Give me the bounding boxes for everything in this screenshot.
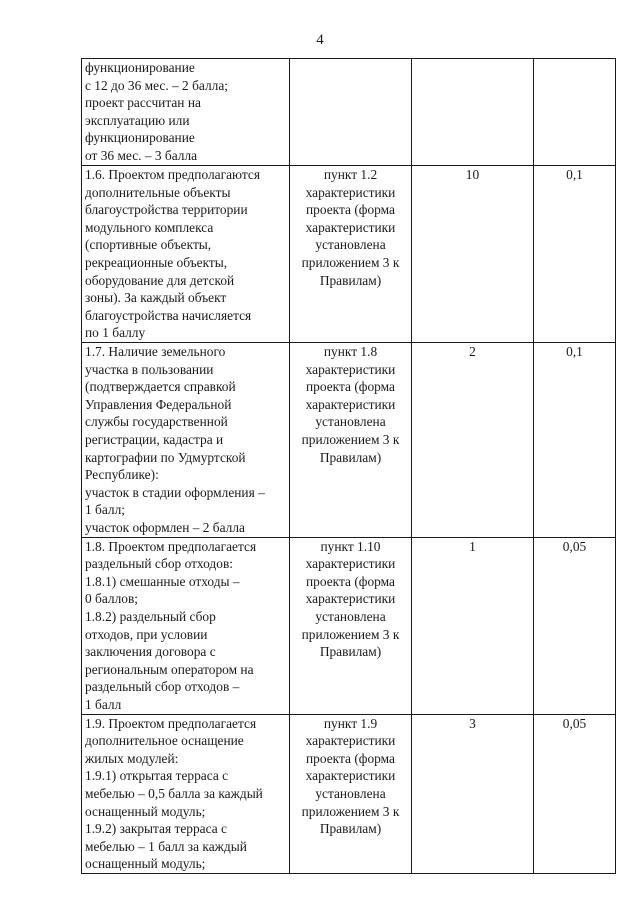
criterion-weight bbox=[534, 59, 616, 166]
criterion-max-score: 3 bbox=[412, 714, 534, 873]
criterion-source: пункт 1.2 характеристики проекта (форма характеристики установлена приложением 3 к Правилам) bbox=[290, 166, 412, 343]
criterion-source bbox=[290, 59, 412, 166]
table-row bbox=[82, 714, 616, 873]
table-row bbox=[82, 537, 616, 714]
table-row bbox=[82, 343, 616, 538]
criterion-max-score: 2 bbox=[412, 343, 534, 538]
table-row bbox=[82, 166, 616, 343]
criterion-source: пункт 1.10 характеристики проекта (форма характеристики установлена приложением 3 к Правилам) bbox=[290, 537, 412, 714]
criterion-weight: 0,1 bbox=[534, 343, 616, 538]
criterion-max-score: 10 bbox=[412, 166, 534, 343]
criterion-description: 1.6. Проектом предполагаются дополнительные объекты благоустройства территории модульного комплекса (спортивные объекты, рекреационные объекты, оборудование для детской зоны). За каждый объект благоустройства начисляется по 1 баллу bbox=[82, 166, 290, 343]
criterion-max-score: 1 bbox=[412, 537, 534, 714]
criterion-max-score bbox=[412, 59, 534, 166]
criterion-source: пункт 1.9 характеристики проекта (форма характеристики установлена приложением 3 к Правилам) bbox=[290, 714, 412, 873]
criterion-description: 1.9. Проектом предполагается дополнительное оснащение жилых модулей: 1.9.1) открытая терраса с мебелью – 0,5 балла за каждый оснащенный модуль; 1.9.2) закрытая терраса с мебелью – 1 балл за каждый оснащенный модуль; bbox=[82, 714, 290, 873]
criterion-weight: 0,05 bbox=[534, 714, 616, 873]
criterion-source: пункт 1.8 характеристики проекта (форма характеристики установлена приложением 3 к Правилам) bbox=[290, 343, 412, 538]
criterion-description: 1.8. Проектом предполагается раздельный сбор отходов: 1.8.1) смешанные отходы – 0 баллов; 1.8.2) раздельный сбор отходов, при условии заключения договора с региональным оператором на раздельный сбор отходов – 1 балл bbox=[82, 537, 290, 714]
criterion-description: функционирование с 12 до 36 мес. – 2 балла; проект рассчитан на эксплуатацию или функционирование от 36 мес. – 3 балла bbox=[82, 59, 290, 166]
criteria-table bbox=[81, 58, 616, 874]
page-number: 4 bbox=[316, 32, 324, 48]
table-row bbox=[82, 59, 616, 166]
criterion-weight: 0,05 bbox=[534, 537, 616, 714]
criterion-description: 1.7. Наличие земельного участка в пользовании (подтверждается справкой Управления Федеральной службы государственной регистрации, кадастра и картографии по Удмуртской Республике): участок в стадии оформления – 1 балл; участок оформлен – 2 балла bbox=[82, 343, 290, 538]
criterion-weight: 0,1 bbox=[534, 166, 616, 343]
